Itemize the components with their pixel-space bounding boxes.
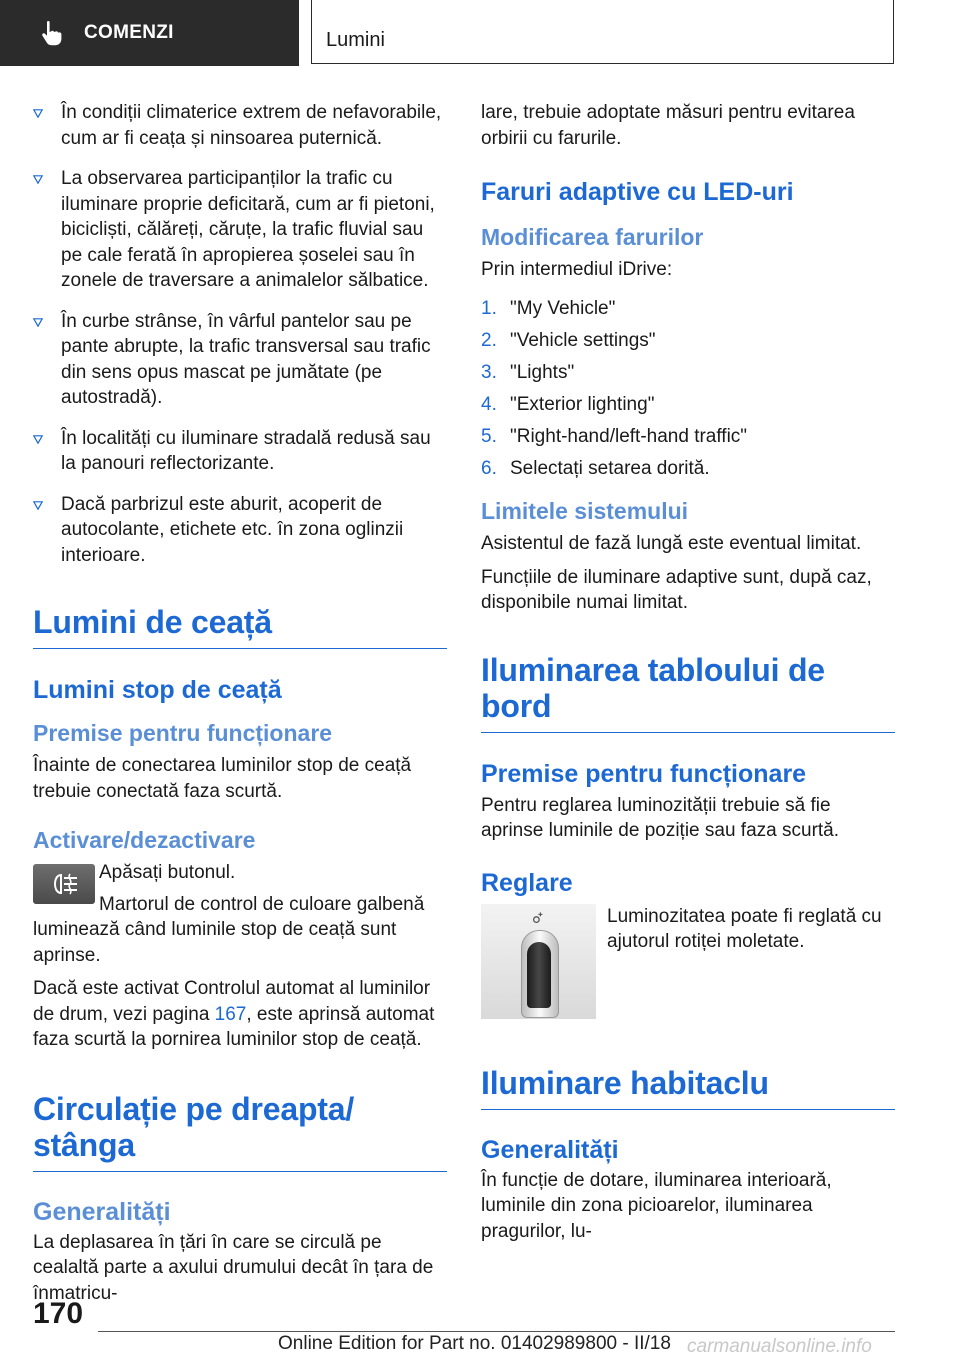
fog-lights-heading: Lumini de ceață	[33, 604, 272, 640]
limits-text-2: Funcțiile de iluminare adaptive sunt, după caz, disponibile numai limitat.	[481, 566, 872, 613]
fog-button-row	[33, 860, 447, 968]
triangle-bullet-icon	[33, 109, 43, 118]
list-item-text: În localități cu iluminare stradală redusă sau la panouri reflectorizante.	[61, 427, 431, 474]
limits-text-1: Asistentul de fază lungă este eventual limitat.	[481, 533, 862, 554]
dashboard-adjust-row	[481, 904, 895, 1019]
thumbwheel-grip	[527, 942, 551, 1008]
triangle-bullet-icon	[33, 175, 43, 184]
pointing-hand-icon	[38, 19, 66, 47]
triangle-bullet-icon	[33, 501, 43, 510]
fog-press-text: Apăsați butonul.	[99, 862, 236, 883]
dashboard-requirements-heading: Premise pentru funcționare	[481, 759, 807, 788]
step-text: "Vehicle settings"	[510, 329, 656, 351]
page-number: 170	[33, 1297, 84, 1330]
fog-auto-text-b: , este aprinsă automat faza scurtă la pornirea luminilor stop de ceață.	[33, 1003, 435, 1050]
step-number: 5.	[481, 425, 497, 447]
triangle-bullet-icon	[33, 318, 43, 327]
triangle-bullet-icon	[33, 435, 43, 444]
dashboard-adjust-heading: Reglare	[481, 868, 573, 897]
list-item-text: Dacă parbrizul este aburit, acoperit de autocolante, etichete etc. în zona oglinzii interioare.	[61, 493, 404, 566]
interior-heading-block	[481, 1065, 895, 1110]
steps-list	[481, 296, 895, 482]
rear-fog-heading: Lumini stop de ceață	[33, 676, 282, 704]
interior-text: În funcție de dotare, iluminarea interioară, luminile din zona picioarelor, iluminarea pragurilor, lu-	[481, 1169, 832, 1242]
interior-heading: Iluminare habitaclu	[481, 1064, 769, 1101]
step-number: 4.	[481, 393, 497, 415]
brightness-icon	[530, 910, 546, 926]
list-item	[33, 166, 447, 294]
traffic-heading: Circulație pe dreapta/ stânga	[33, 1090, 355, 1163]
page-link-167[interactable]: 167	[214, 1003, 247, 1025]
traffic-general-heading: Generalități	[33, 1197, 171, 1226]
step-text: "Exterior lighting"	[510, 393, 655, 415]
fog-requirements-heading: Premise pentru funcționare	[33, 720, 333, 746]
traffic-text: La deplasarea în țări în care se circulă pe cealaltă parte a axului drumului decât în țara de înmatricu-	[33, 1231, 434, 1304]
list-item	[33, 309, 447, 411]
step-text: "Lights"	[510, 361, 575, 383]
right-column	[481, 100, 895, 1244]
list-item[interactable]	[481, 328, 895, 354]
chapter-title: Lumini	[326, 29, 385, 51]
fog-auto-text	[33, 976, 447, 1053]
limits-heading: Limitele sistemului	[481, 498, 689, 524]
start-tab-label: COMENZI	[84, 22, 174, 43]
traffic-heading-block	[33, 1091, 447, 1172]
fog-indicator-text: Martorul de control de culoare galbenă luminează când luminile stop de ceață sunt aprinse.	[33, 893, 425, 966]
list-item-text: La observarea participanților la trafic cu iluminare proprie deficitară, cum ar fi pietoni, bicicliști, călăreți, căruțe, la trafic fluvial sau pe cale ferată în apropierea șoselei sau în zonele de traversare a animalelor sălbatice.	[61, 168, 435, 291]
thumbwheel-image	[481, 904, 596, 1019]
fog-button-image	[33, 864, 95, 904]
edition-text: Online Edition for Part no. 01402989800 - II/18	[278, 1333, 671, 1354]
list-item	[33, 492, 447, 569]
step-text: "Right-hand/left-hand traffic"	[510, 425, 748, 447]
led-modify-heading: Modificarea farurilor	[481, 224, 704, 250]
continued-text: lare, trebuie adoptate măsuri pentru evitarea orbirii cu farurile.	[481, 102, 855, 149]
fog-requirements-text: Înainte de conectarea luminilor stop de ceață trebuie conectată faza scurtă.	[33, 755, 412, 802]
fog-lights-heading-block	[33, 604, 447, 649]
fog-activation-heading: Activare/dezactivare	[33, 827, 256, 853]
watermark: carmanualsonline.info	[687, 1336, 872, 1357]
list-item[interactable]	[481, 296, 895, 322]
step-text: "My Vehicle"	[510, 297, 616, 319]
list-item[interactable]	[481, 392, 895, 418]
list-item[interactable]	[481, 456, 895, 482]
step-number: 3.	[481, 361, 497, 383]
dashboard-heading: Iluminarea tabloului de bord	[481, 651, 825, 724]
dashboard-requirements-text: Pentru reglarea luminozității trebuie să fie aprinse luminile de poziție sau faza scurtă.	[481, 794, 840, 841]
list-item[interactable]	[481, 360, 895, 386]
dashboard-adjust-text: Luminozitatea poate fi reglată cu ajutorul rotiței moletate.	[607, 905, 882, 952]
step-text: Selectați setarea dorită.	[510, 457, 710, 479]
page-header	[0, 0, 960, 66]
interior-general-heading: Generalități	[481, 1135, 619, 1164]
step-number: 6.	[481, 457, 497, 479]
dashboard-heading-block	[481, 652, 895, 733]
list-item-text: În condiții climaterice extrem de nefavorabile, cum ar fi ceața și ninsoarea puternică.	[61, 102, 442, 149]
step-number: 1.	[481, 297, 497, 319]
list-item	[33, 426, 447, 477]
rear-fog-light-icon	[47, 872, 81, 896]
fog-auto-text-a: Dacă este activat Controlul automat al luminilor de drum, vezi pagina	[33, 978, 431, 1025]
step-number: 2.	[481, 329, 497, 351]
left-column	[33, 100, 447, 1306]
led-heading: Faruri adaptive cu LED-uri	[481, 178, 794, 206]
list-item[interactable]	[481, 424, 895, 450]
list-item-text: În curbe strânse, în vârful pantelor sau pe pante abrupte, la trafic transversal sau trafic din sens opus mascat pe jumătate (pe autostradă).	[61, 310, 431, 408]
list-item	[33, 100, 447, 151]
chapter-tab[interactable]	[311, 0, 894, 64]
footer-divider	[98, 1331, 895, 1332]
led-intro: Prin intermediul iDrive:	[481, 259, 673, 280]
start-tab[interactable]	[0, 0, 299, 66]
